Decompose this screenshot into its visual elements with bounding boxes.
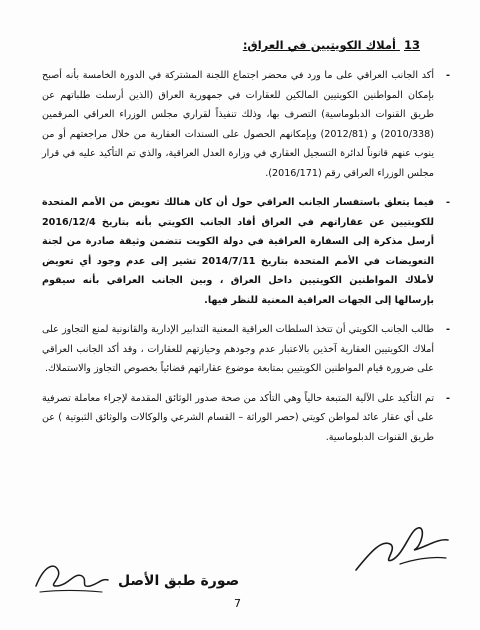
item-text: طالب الجانب الكويتي أن تتخذ السلطات العراقية المعنية التدابير الإدارية والقانونية لمنع التجاوز على أملاك الكويتيين العقارية آخذين بالاعتبار عدم وجودهم وحيازتهم للعقارات ، وقد أكد الجانب العراقي على ضرورة قيام المواطنين الكويتيين بمتابعة موضوع عقاراتهم قضائياً بخصوص التجاوز والاستملاك. xyxy=(42,324,434,374)
list-item xyxy=(42,193,450,310)
item-text: أكد الجانب العراقي على ما ورد في محضر اجتماع اللجنة المشتركة في الدورة الخامسة بأنه أصبح بإمكان المواطنين الكويتيين المالكين للعقارات في جمهورية العراق (الذين أرسلت طلباتهم عن طريق القنوات الدبلوماسية) التصرف بها، وذلك تنفيذاً لقراري مجلس الوزراء العراقي المرقمين (2010/338) و (2012/81) وبإمكانهم الحصول على السندات العقارية من خلال مراجعتهم أو من ينوب عنهم قانوناً لدائرة التسجيل العقاري في وزارة العدل العراقية، والذي تم التأكيد عليه في قرار مجلس الوزراء العراقي رقم (2016/171). xyxy=(42,70,435,179)
list-item xyxy=(42,389,450,448)
certified-copy-stamp: صورة طبق الأصل xyxy=(118,573,240,589)
bullet-dash: - xyxy=(446,70,450,81)
signature-right-icon xyxy=(352,520,452,580)
item-text: تم التأكيد على الآلية المتبعة حالياً وهي التأكد من صحة صدور الوثائق المقدمة لإجراء معاملة تصرفية على أي عقار عائد لمواطن كويتي (حصر الوراثة – القسام الشرعي والوكالات والوثائق الثبوتية ) عن طريق القنوات الدبلوماسية. xyxy=(42,392,434,443)
item-text: فيما يتعلق باستفسار الجانب العراقي حول أن كان هنالك تعويض من الأمم المتحدة للكويتيين عن عقاراتهم في العراق أفاد الجانب الكويتي بأنه بتاريخ 2016/12/4 أرسل مذكرة إلى السفارة العراقية في دولة الكويت تتضمن وثيقة صادرة من لجنة التعويضات في الأمم المتحدة بتاريخ 2014/7/11 تشير إلى عدم وجود أي تعويض لأملاك المواطنين الكويتيين داخل العراق ، وبين الجانب العراقي بأنه سيقوم بإرسالها إلى الجهات العراقية المعنية للنظر فيها. xyxy=(42,197,435,306)
bullet-dash: - xyxy=(446,324,450,335)
item-list xyxy=(42,66,450,457)
bullet-dash: - xyxy=(446,197,450,208)
section-title: أملاك الكويتيين في العراق: xyxy=(242,38,396,52)
list-item xyxy=(42,66,450,183)
section-heading xyxy=(243,38,420,52)
bullet-dash: - xyxy=(446,392,450,404)
list-item xyxy=(42,320,450,379)
page-number: 7 xyxy=(234,597,241,610)
section-number: 13 xyxy=(403,38,420,52)
signature-left-icon xyxy=(30,556,110,600)
